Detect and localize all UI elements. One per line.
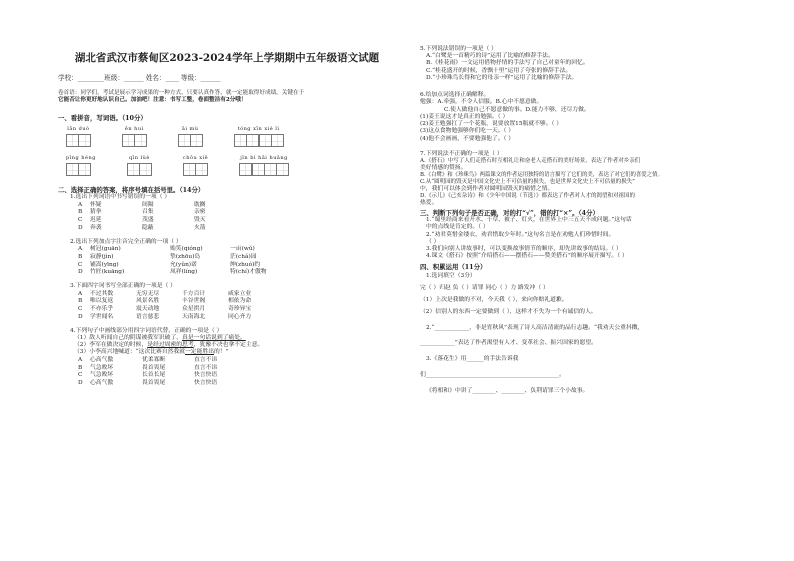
- judge-item: （ ）: [426, 238, 440, 245]
- writing-boxes[interactable]: [234, 134, 284, 147]
- option-word: 不过其数: [90, 290, 114, 297]
- fill-item: （2）信别人的东西一定要做到（ ），这样才不失为一个有诚信的人。: [420, 309, 597, 316]
- option-letter: A: [78, 356, 83, 363]
- option-d: D.“小珍珠鸟长得和它的母亲一样”运用了比喻的修辞手法。: [426, 74, 578, 81]
- option-word: 长首长尾: [142, 372, 166, 379]
- option-word: 特(chí)才傲物: [230, 269, 267, 276]
- options-table: [78, 357, 396, 388]
- option-c-cont: 中，我们可以体会到作者对圆明园毁灭的痛惜之情。: [420, 185, 554, 192]
- option-c: C.“桂花盛开的时候，香飘十里”运用了夸张的修辞手法。: [426, 67, 572, 74]
- options-table: [78, 246, 396, 277]
- option-word: 同心齐力: [228, 313, 252, 320]
- question-4: [70, 328, 396, 388]
- fill-item: 3.《落花生》用______的手法告诉我: [426, 355, 519, 362]
- option-word: 快言快语: [194, 372, 218, 379]
- option-word: 天南海北: [182, 313, 206, 320]
- judge-item: 1.“蜀里经商来看开水、干草、被子、灯火，在世界上中三五天不成问题。”这句话: [426, 217, 632, 224]
- option-letter: D: [78, 269, 83, 276]
- option-word: 铺嵩(yīng): [90, 261, 119, 268]
- writing-box[interactable]: [66, 163, 79, 176]
- options-table: [78, 291, 396, 322]
- sentence-text: ，犹豫不决也拿不定主意。: [193, 342, 264, 349]
- pinyin-group: [183, 155, 208, 176]
- pinyin-group: [66, 155, 96, 176]
- item-line: (3)这点食物勉强够你们吃一天。（ ）: [420, 128, 515, 135]
- section4-heading: 四、积累运用（11分）: [420, 262, 487, 271]
- writing-box[interactable]: [78, 134, 91, 147]
- pinyin-label: chōu xiě: [182, 155, 209, 162]
- section3-heading: 三、判断下列句子是否正确，对的打“√”，错的打“×”。（4分）: [420, 209, 599, 218]
- fill-item: 1.选词填空（3分）: [426, 272, 476, 279]
- option-word: 迟延: [90, 217, 102, 224]
- question-stem: 1.选出下列词语中书写错误的一项（ ）: [70, 194, 171, 201]
- pinyin-label: ēn huì: [124, 126, 144, 133]
- option-word: 亲密: [194, 209, 206, 216]
- writing-box[interactable]: [139, 163, 152, 176]
- option-d: D.《示儿》《己亥杂诗》和《少年中国说（节选）》都表达了作者对人才的渴望和对祖国的: [420, 193, 635, 200]
- option-word: 畏首畏尾: [142, 380, 166, 387]
- option-word: 咸家立业: [228, 290, 252, 297]
- writing-box[interactable]: [195, 163, 208, 176]
- item-line: (2)姜王勉强扛了一个花瓶，说要放置15瓶就不够。（ ）: [420, 121, 563, 128]
- sentence-text: 的！”: [214, 349, 229, 356]
- question-7: [420, 151, 750, 207]
- pinyin-label: tóng xīn xié lì: [237, 126, 280, 133]
- sentence-text: （3）小李高兴地喊道：“这次比赛自然我就: [74, 349, 185, 356]
- pinyin-group: [239, 155, 289, 176]
- pinyin-row-1: [66, 126, 396, 147]
- writing-boxes[interactable]: [183, 163, 208, 176]
- writing-box[interactable]: [259, 134, 272, 147]
- underlined-text: 是经过周密的思考: [147, 342, 194, 349]
- option-word: 召集: [142, 209, 154, 216]
- fill-item: 们______________________________________________。: [420, 372, 565, 379]
- sentence-text: （2）李军在做决定的时候，: [74, 342, 148, 349]
- option-d-cont: 热爱。: [420, 199, 438, 206]
- writing-box[interactable]: [246, 134, 259, 147]
- option-letter: A: [78, 246, 83, 253]
- option-word: 不亦乐乎: [90, 306, 114, 313]
- right-column: [420, 46, 750, 396]
- pinyin-group: [66, 126, 91, 147]
- option-c: C.从“圆明园的毁灭是中国文化史上不可估量的损失，也是世界文化史上不可估量的损失”: [420, 178, 635, 185]
- option-word: 火箭: [194, 225, 206, 231]
- pinyin-group: [178, 126, 203, 147]
- question-1: [70, 194, 396, 232]
- writing-box[interactable]: [271, 134, 284, 147]
- fill-item: 《将相和》中讲了________、________、负荆请罪三个小故事。: [426, 388, 589, 395]
- option-b: B.《桂花雨》一文运用借物抒情的手法写了自己对童年的回忆。: [426, 60, 589, 67]
- option-word: 奇珍异宝: [228, 306, 252, 313]
- option-letter: D: [78, 225, 83, 231]
- preface-line-1: 卷首语：同学们，考试是展示学习成果的一种方式，只要认真作答，就一定能取得好成绩，关键在于: [58, 90, 305, 97]
- question-6: [420, 92, 750, 143]
- option-word: 千方百计: [182, 290, 206, 297]
- option-word: 畏首畏尾: [142, 364, 166, 371]
- option-word: 心高气傲: [90, 380, 114, 387]
- student-info-line: 学校：________班级：______ 姓名：____ 等级：______: [58, 74, 221, 83]
- option-word: 树冠(guān): [90, 246, 121, 253]
- writing-box[interactable]: [78, 163, 91, 176]
- question-stem: 3.下面四字词书写全部正确的一项是（ ）: [70, 283, 176, 290]
- option-letter: B: [78, 364, 83, 371]
- writing-boxes[interactable]: [178, 134, 203, 147]
- option-letter: D: [78, 313, 83, 320]
- pinyin-group: [122, 126, 147, 147]
- option-word: 气急败坏: [90, 364, 114, 371]
- option-a-cont: 美好情感的赞扬。: [420, 164, 467, 171]
- option-word: 允(yǔn)诺: [170, 261, 197, 268]
- page-title: 湖北省武汉市蔡甸区2023-2024学年上学期期中五年级语文试题: [74, 52, 380, 64]
- option-word: 竹匠(kuāng): [90, 269, 125, 276]
- definition-line: 勉强：A.牵强，不令人信服。B.心中不愿意做。: [420, 99, 543, 106]
- option-word: 怀疑: [90, 201, 102, 208]
- option-letter: B: [78, 209, 83, 216]
- writing-box[interactable]: [122, 134, 135, 147]
- option-letter: C: [78, 217, 83, 224]
- pinyin-group: [127, 155, 152, 176]
- question-stem: 7.下列说法不正确的一项是（ ）: [420, 150, 503, 157]
- question-5: [420, 46, 750, 82]
- item-line: (4)他不会画画，不要勉强他了。（ ）: [420, 135, 515, 142]
- writing-box[interactable]: [239, 163, 252, 176]
- pinyin-label: āi mù: [181, 126, 199, 133]
- option-word: 奔袭: [90, 225, 102, 231]
- judge-item: 3.我们向别人讲故事时，可以变换故事情节的顺序，却先讲故事的结局。（ ）: [426, 246, 622, 253]
- preface-line-2: 它能否让你更好地认识自己。加油吧！注意：书写工整，卷面整洁有2分哦！: [58, 97, 247, 104]
- judge-item: 4.课文《搭石》按照“介绍搭石——摆搭石——赞美搭石”的顺序展开描写。（ ）: [426, 253, 628, 260]
- option-word: 气急败坏: [90, 372, 114, 379]
- option-word: 相依为命: [228, 298, 252, 305]
- sentence-text: （1）敌人听闻自己的阴谋被我军识破了，: [74, 335, 183, 342]
- section2-heading: 二、选择正确的答案，将序号填在括号里。（14分）: [58, 186, 205, 195]
- pinyin-label: lǎn duò: [67, 126, 90, 133]
- question-2: [70, 239, 396, 277]
- fill-item: 2.“____________，非是宵秋风”表现了诗人高洁清流的品行志趣。“我劝天公重抖擞，: [426, 325, 644, 332]
- option-word: 学世闻名: [90, 313, 114, 320]
- underlined-text: 一定能胜出: [185, 349, 214, 356]
- option-word: 众星拱月: [182, 306, 206, 313]
- option-word: 无穷无尽: [136, 290, 160, 297]
- option-word: 心高气傲: [90, 356, 114, 363]
- option-letter: C: [78, 261, 83, 268]
- pinyin-label: pīng héng: [66, 155, 96, 162]
- option-word: 凤祥(líng): [170, 269, 198, 276]
- option-word: 绅(zhuó)约: [230, 261, 261, 268]
- option-word: 寂静(jìn): [90, 253, 114, 260]
- option-letter: B: [78, 253, 83, 260]
- option-letter: A: [78, 201, 83, 208]
- writing-boxes[interactable]: [127, 163, 152, 176]
- option-word: 猜拳: [90, 209, 102, 216]
- writing-box[interactable]: [234, 134, 247, 147]
- writing-box[interactable]: [66, 134, 79, 147]
- question-stem: 2.选出下列加点字注音完全正确的一项（ ）: [70, 238, 182, 245]
- question-stem: 4.下列句子中画线部分用四字词语代替，正确的一项是（ ）: [70, 327, 223, 334]
- option-word: 一亩(wǔ): [230, 246, 255, 253]
- left-column: [58, 48, 396, 388]
- option-word: 震天动地: [136, 306, 160, 313]
- writing-boxes[interactable]: [122, 134, 147, 147]
- judge-item: 2.“劝君莫惜金缕衣，劝君惜取少年时。”这句名言是在劝勉人们珍惜时间。: [426, 231, 615, 238]
- writing-boxes[interactable]: [66, 134, 91, 147]
- option-word: 直言不讳: [194, 364, 218, 371]
- writing-boxes[interactable]: [239, 163, 289, 176]
- writing-boxes[interactable]: [66, 163, 96, 176]
- option-word: 唯以复返: [90, 298, 114, 305]
- sentence-3: [74, 349, 396, 356]
- option-letter: B: [78, 298, 83, 305]
- option-word: 贻笑(qióng): [170, 246, 203, 253]
- item-line: (1)姜王说这才是真正的勉强。（ ）: [420, 113, 509, 120]
- pinyin-row-2: [66, 155, 396, 176]
- underlined-text: 真是一句话说到了痛处。: [182, 335, 246, 342]
- question-3: [70, 283, 396, 321]
- option-word: 丰谷世阁: [182, 298, 206, 305]
- option-word: 间隔: [142, 201, 154, 208]
- writing-box[interactable]: [183, 163, 196, 176]
- judge-item: 中的点线是肯定的。（ ）: [426, 224, 489, 231]
- question-stem: 5.下列说法错误的一项是（ ）: [420, 46, 497, 52]
- writing-box[interactable]: [276, 163, 289, 176]
- option-word: 语言慈悲: [136, 313, 160, 320]
- writing-box[interactable]: [264, 163, 277, 176]
- option-word: 风景名胜: [136, 298, 160, 305]
- option-letter: A: [78, 290, 83, 297]
- fill-item: （1）上次是我做的不对，今天我（ ），来向你赔礼道歉。: [420, 297, 568, 303]
- preface-note: [58, 90, 396, 104]
- pinyin-label: jǐn bì hāi huāng: [240, 155, 288, 162]
- option-word: 毁灭: [194, 217, 206, 224]
- option-word: 挚(zhōu)岛: [170, 253, 201, 260]
- section4: [420, 263, 750, 396]
- writing-box[interactable]: [134, 134, 147, 147]
- writing-box[interactable]: [190, 134, 203, 147]
- word-choices: 完（ ）归赵 负（ ）请罪 同心（ ）力 路发冲（ ）: [420, 284, 549, 291]
- option-word: 优柔寡断: [142, 356, 166, 363]
- option-a: A.《搭石》中写了人们走搭石时互相礼让和奋老人走搭石的美好场景，表达了作者对乡亲们: [420, 158, 641, 165]
- section3: [420, 209, 750, 260]
- section1-heading: 一、看拼音，写词语。（10分）: [58, 114, 147, 123]
- option-word: 快言快语: [194, 380, 218, 387]
- pinyin-label: qīn lüè: [128, 155, 150, 162]
- writing-box[interactable]: [178, 134, 191, 147]
- option-b: B.《白鹭》和《珍珠鸟》两篇课文的作者运用独特的语言描写了它们的美，表达了对它们的喜爱之情。: [420, 172, 663, 179]
- question-stem: 6.给加点词选择正确解释。: [420, 92, 490, 99]
- pinyin-group: [234, 126, 284, 147]
- writing-box[interactable]: [252, 163, 265, 176]
- option-word: 直言不讳: [194, 356, 218, 363]
- option-letter: C: [78, 306, 83, 313]
- option-word: 茂盛: [142, 217, 154, 224]
- option-word: 隐蔽: [142, 225, 154, 231]
- fill-item: ____________”表达了作者渴望有人才、变革社会、振兴国家的愿望。: [420, 339, 597, 346]
- options-table: [78, 202, 396, 233]
- writing-box[interactable]: [127, 163, 140, 176]
- definition-line: C.使人做他自己不愿意做的事。D.能力不够，还尽力做。: [444, 106, 590, 113]
- option-letter: D: [78, 380, 83, 387]
- option-a: A.“白鹭是一首精巧的诗”运用了比喻的修辞手法。: [426, 53, 554, 60]
- option-letter: C: [78, 372, 83, 379]
- option-word: 耽搁: [194, 201, 206, 208]
- option-word: 茫(chǎ)园: [230, 253, 257, 260]
